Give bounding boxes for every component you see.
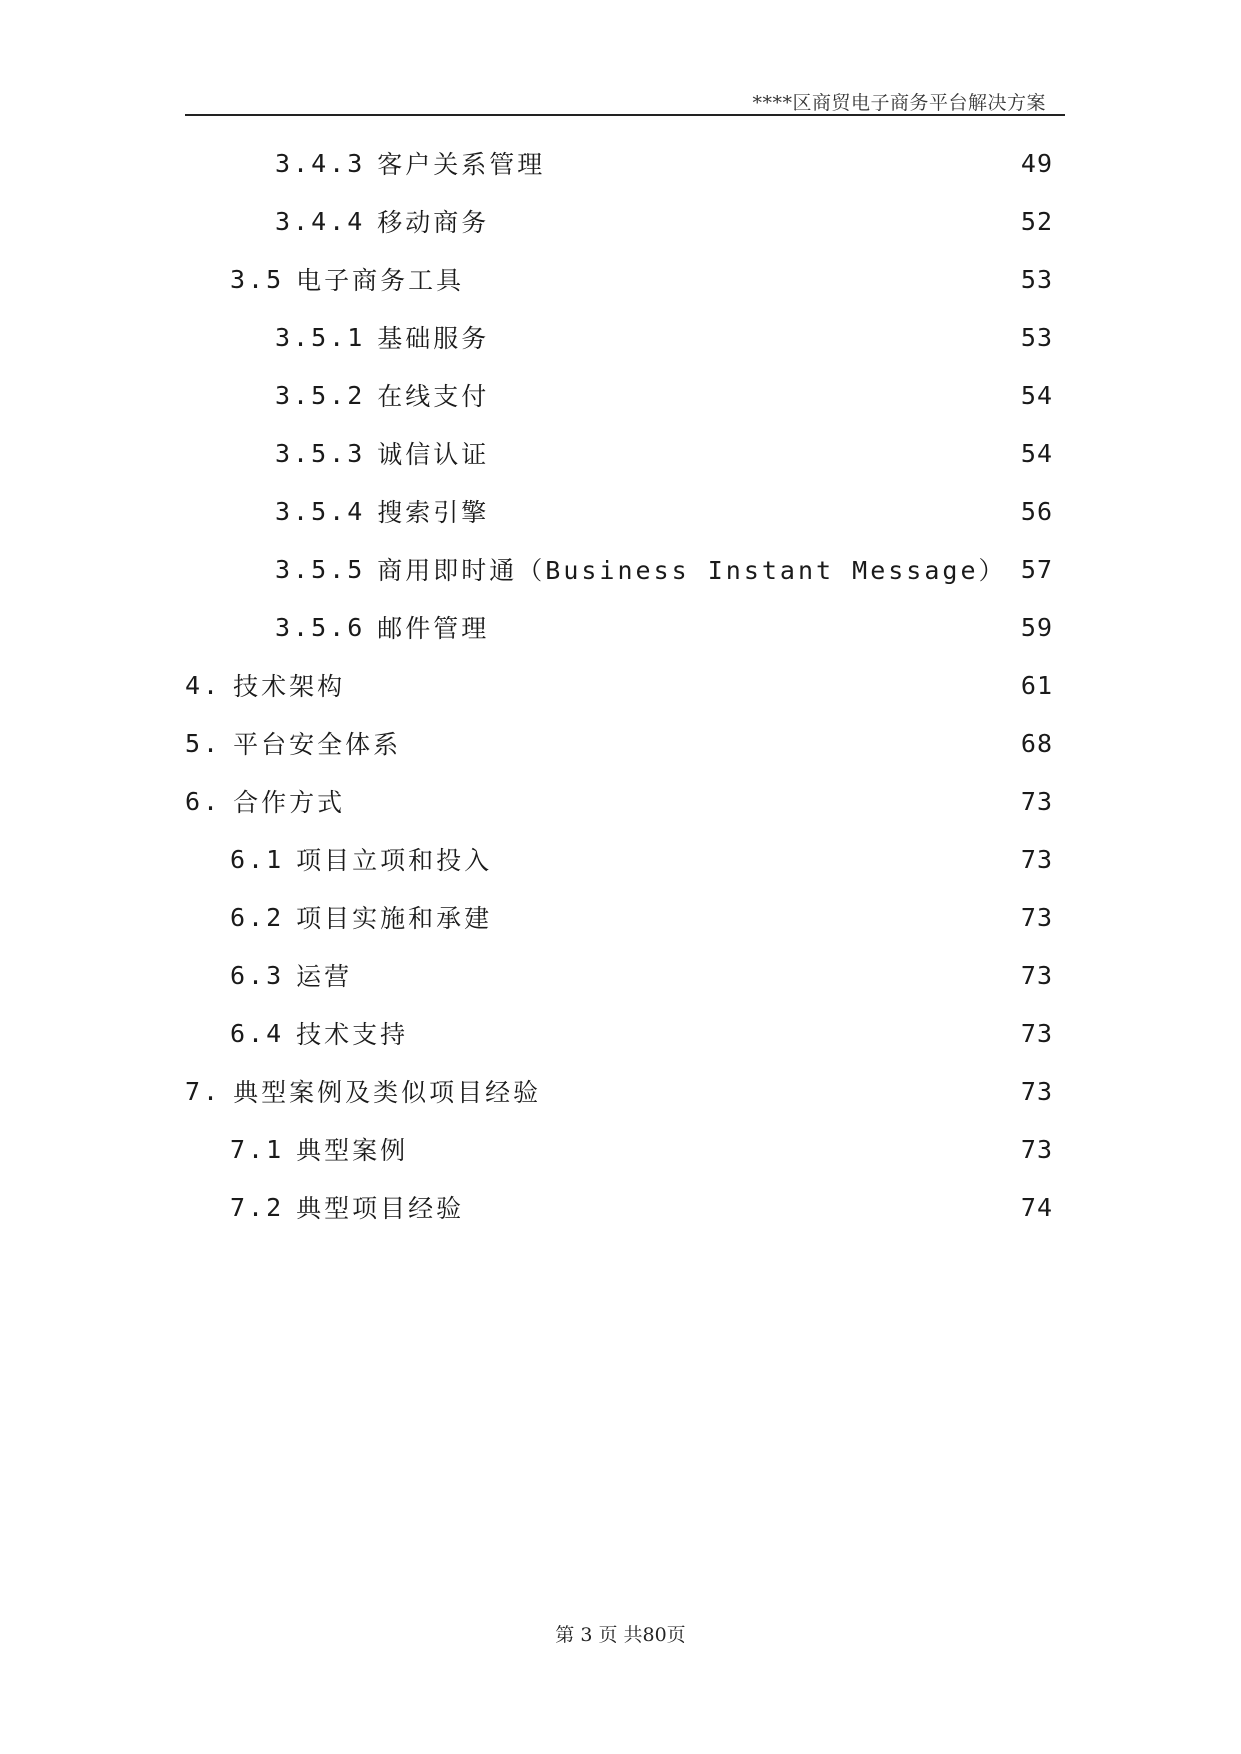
toc-entry-page: 73 [1020,902,1053,932]
toc-entry-number: 4. [185,670,222,700]
toc-entry[interactable] [275,201,1053,241]
toc-entry-page: 52 [1020,206,1053,236]
toc-entry-title: 典型项目经验 [296,1194,465,1223]
toc-entry-number: 6.4 [230,1018,285,1048]
toc-entry-page: 54 [1020,438,1053,468]
toc-entry[interactable] [275,375,1053,415]
toc-dot-leader [405,728,1017,758]
toc-entry[interactable] [275,607,1053,647]
toc-entry-title: 平台安全体系 [233,730,402,759]
toc-dot-leader [468,264,1017,294]
toc-dot-leader [493,612,1017,642]
toc-dot-leader [545,1076,1017,1106]
toc-entry-title: 客户关系管理 [377,150,546,179]
toc-entry-page: 61 [1020,670,1053,700]
toc-entry-page: 73 [1020,1018,1053,1048]
toc-dot-leader [496,902,1017,932]
toc-entry-title: 项目立项和投入 [296,846,493,875]
toc-entry-page: 74 [1020,1192,1053,1222]
toc-entry-page: 54 [1020,380,1053,410]
toc-entry[interactable] [230,1013,1053,1053]
toc-entry-page: 53 [1020,264,1053,294]
toc-dot-leader [493,496,1017,526]
toc-entry-number: 3.5.4 [275,496,366,526]
toc-entry-title: 典型案例 [296,1136,409,1165]
toc-entry-page: 73 [1020,1134,1053,1164]
toc-dot-leader [493,438,1017,468]
toc-entry-number: 7. [185,1076,222,1106]
toc-entry-page: 73 [1020,1076,1053,1106]
toc-entry-title: 典型案例及类似项目经验 [233,1078,542,1107]
toc-entry-title: 运营 [296,962,353,991]
toc-entry-title: 合作方式 [233,788,346,817]
toc-entry-title: 电子商务工具 [296,266,465,295]
toc-entry-page: 53 [1020,322,1053,352]
toc-dot-leader [356,960,1017,990]
toc-entry-number: 3.5.3 [275,438,366,468]
toc-entry-number: 6.2 [230,902,285,932]
toc-entry-number: 3.5.5 [275,554,366,584]
toc-entry-number: 3.4.4 [275,206,366,236]
toc-entry-page: 73 [1020,844,1053,874]
toc-dot-leader [349,670,1017,700]
toc-entry-title: 商用即时通（Business Instant Message） [377,556,1007,585]
toc-entry-page: 73 [1020,786,1053,816]
toc-entry-title: 技术架构 [233,672,346,701]
toc-entry[interactable] [230,839,1053,879]
toc-dot-leader [493,206,1017,236]
toc-entry[interactable] [230,955,1053,995]
toc-entry-number: 5. [185,728,222,758]
page-number-footer: 第 3 页 共80页 [555,1624,686,1646]
toc-entry-title: 搜索引擎 [377,498,490,527]
toc-entry-page: 73 [1020,960,1053,990]
toc-dot-leader [349,786,1017,816]
toc-dot-leader [549,148,1017,178]
toc-entry-number: 3.5.6 [275,612,366,642]
toc-entry[interactable] [185,1071,1053,1111]
toc-entry[interactable] [230,897,1053,937]
toc-entry[interactable] [275,491,1053,531]
toc-entry-number: 7.1 [230,1134,285,1164]
toc-entry[interactable] [275,433,1053,473]
toc-entry-number: 6. [185,786,222,816]
toc-entry[interactable] [275,143,1053,183]
toc-entry[interactable] [275,549,1053,589]
toc-dot-leader [493,380,1017,410]
toc-dot-leader [493,322,1017,352]
toc-entry[interactable] [185,781,1053,821]
toc-entry-title: 邮件管理 [377,614,490,643]
toc-dot-leader [468,1192,1017,1222]
toc-entry-title: 技术支持 [296,1020,409,1049]
toc-entry-page: 49 [1020,148,1053,178]
toc-entry-number: 6.1 [230,844,285,874]
running-header: ****区商贸电子商务平台解决方案 [752,92,1046,114]
toc-dot-leader [1011,554,1017,584]
toc-entry[interactable] [230,259,1053,299]
toc-entry-title: 移动商务 [377,208,490,237]
toc-entry[interactable] [230,1129,1053,1169]
toc-entry-page: 57 [1020,554,1053,584]
toc-entry-title: 在线支付 [377,382,490,411]
toc-entry[interactable] [275,317,1053,357]
toc-entry-number: 6.3 [230,960,285,990]
toc-entry-page: 68 [1020,728,1053,758]
toc-entry-page: 56 [1020,496,1053,526]
toc-entry[interactable] [230,1187,1053,1227]
toc-entry-number: 7.2 [230,1192,285,1222]
toc-entry[interactable] [185,723,1053,763]
toc-entry-number: 3.5.2 [275,380,366,410]
toc-entry[interactable] [185,665,1053,705]
toc-entry-title: 基础服务 [377,324,490,353]
toc-entry-title: 诚信认证 [377,440,490,469]
toc-entry-number: 3.4.3 [275,148,366,178]
toc-dot-leader [412,1018,1017,1048]
toc-dot-leader [412,1134,1017,1164]
toc-entry-number: 3.5.1 [275,322,366,352]
toc-dot-leader [496,844,1017,874]
toc-entry-page: 59 [1020,612,1053,642]
toc-entry-title: 项目实施和承建 [296,904,493,933]
toc-entry-number: 3.5 [230,264,285,294]
